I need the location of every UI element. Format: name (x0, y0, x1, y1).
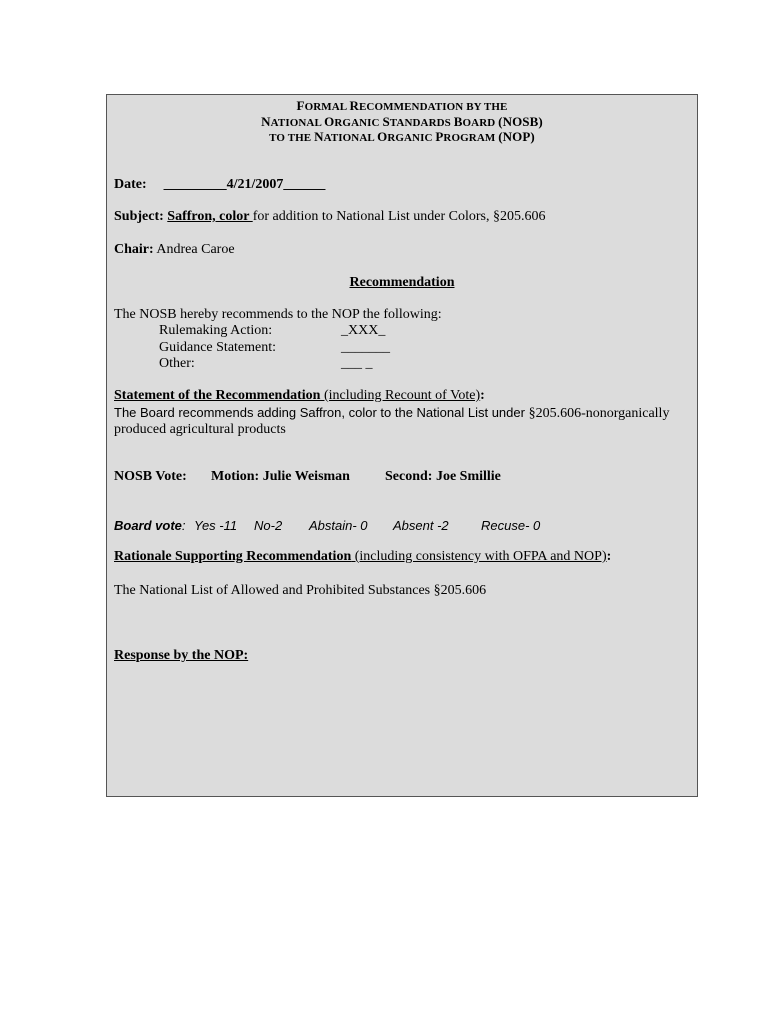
title-text: ORMAL (304, 101, 350, 113)
action-label-guidance: Guidance Statement: (159, 340, 277, 355)
title-text: RGANIC (387, 132, 436, 144)
vote-second: Second: Joe Smillie (385, 469, 501, 484)
title-cap: O (324, 114, 335, 129)
form-title-line-1 (107, 98, 697, 114)
action-mark-rulemaking: _XXX_ (341, 323, 386, 338)
title-cap: (NOSB) (498, 114, 543, 129)
subject-rest: for addition to National List under Colors, §205.606 (252, 209, 546, 224)
date-label: Date: (114, 177, 147, 192)
title-text: TO THE (269, 132, 315, 144)
date-value: _________4/21/2007______ (163, 177, 326, 192)
statement-text: The Board recommends adding Saffron, color to the National List under (114, 405, 529, 420)
statement-line-1 (114, 405, 669, 422)
title-text: ECOMMENDATION BY THE (358, 101, 508, 113)
recommendation-heading: Recommendation (349, 275, 455, 290)
statement-colon: : (480, 388, 485, 403)
recommendation-form (106, 94, 698, 797)
subject-item: Saffron, color (167, 209, 253, 224)
vote-no: No-2 (254, 518, 283, 533)
action-mark-other: ___ _ (341, 356, 373, 371)
rationale-heading: Rationale Supporting Recommendation (114, 549, 352, 564)
subject-row (114, 209, 546, 225)
title-text: ATIONAL (270, 117, 325, 129)
statement-heading-row (114, 388, 485, 404)
chair-row (114, 242, 235, 258)
title-cap: S (382, 114, 390, 129)
statement-heading: Statement of the Recommendation (114, 388, 321, 403)
vote-yes: Yes -11 (194, 518, 238, 533)
form-title-line-3 (107, 129, 697, 145)
vote-absent: Absent -2 (393, 518, 449, 533)
nosb-intro: The NOSB hereby recommends to the NOP the following: (114, 307, 442, 322)
response-heading: Response by the NOP: (114, 648, 249, 663)
title-text: ATIONAL (323, 132, 378, 144)
statement-reference: §205.606-nonorganically (528, 406, 670, 421)
chair-value: Andrea Caroe (156, 242, 235, 257)
action-label-rulemaking: Rulemaking Action: (159, 323, 273, 338)
title-cap: N (261, 114, 271, 129)
title-cap: P (435, 129, 444, 144)
title-cap: O (377, 129, 388, 144)
title-cap: N (314, 129, 324, 144)
action-label-other: Other: (159, 356, 195, 371)
subject-label: Subject: (114, 209, 164, 224)
board-vote-label: Board vote (114, 518, 182, 533)
board-vote-colon: : (181, 518, 186, 533)
rationale-text: The National List of Allowed and Prohibited Substances §205.606 (114, 583, 487, 598)
action-mark-guidance: _______ (341, 340, 390, 355)
form-title-line-2 (107, 114, 697, 130)
rationale-heading-paren: (including consistency with OFPA and NOP) (351, 549, 607, 564)
rationale-heading-row (114, 549, 611, 565)
date-row (114, 177, 325, 193)
title-text: RGANIC (334, 117, 383, 129)
vote-recuse: Recuse- 0 (481, 518, 541, 533)
title-cap: F (296, 98, 305, 113)
title-cap: R (349, 98, 359, 113)
title-cap: B (453, 114, 463, 129)
statement-heading-paren: (including Recount of Vote) (320, 388, 481, 403)
title-text: TANDARDS (389, 117, 454, 129)
title-text: ROGRAM (443, 132, 499, 144)
title-cap: (NOP) (498, 129, 535, 144)
chair-label: Chair: (114, 242, 154, 257)
vote-label: NOSB Vote: (114, 469, 187, 484)
statement-line-2: produced agricultural products (114, 422, 286, 437)
rationale-colon: : (606, 549, 612, 564)
vote-abstain: Abstain- 0 (309, 518, 368, 533)
vote-motion: Motion: Julie Weisman (211, 469, 350, 484)
board-vote-row (114, 518, 186, 533)
title-text: OARD (462, 117, 499, 129)
